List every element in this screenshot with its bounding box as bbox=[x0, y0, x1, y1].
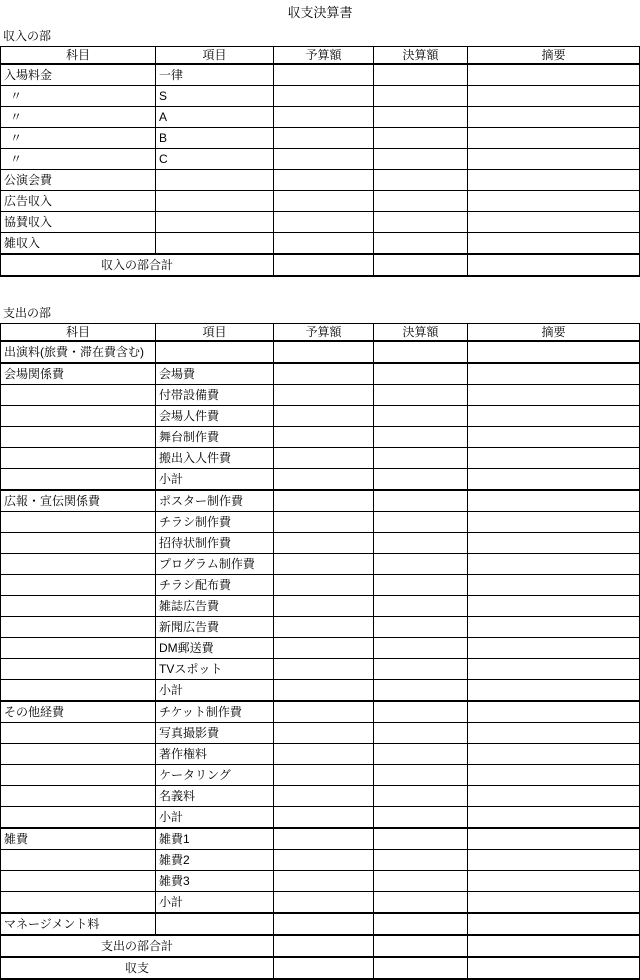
remarks-cell bbox=[468, 744, 640, 765]
kamoku-cell bbox=[1, 406, 156, 427]
settlement-cell bbox=[374, 850, 468, 871]
remarks-cell bbox=[468, 828, 640, 850]
settlement-cell bbox=[374, 786, 468, 807]
settlement-cell bbox=[374, 533, 468, 554]
budget-cell bbox=[274, 744, 374, 765]
table-row bbox=[1, 427, 640, 448]
header-koumoku: 項目 bbox=[156, 324, 274, 342]
section-total-row bbox=[1, 254, 640, 276]
kamoku-cell bbox=[1, 786, 156, 807]
budget-cell bbox=[274, 86, 374, 107]
koumoku-cell: A bbox=[156, 107, 274, 128]
koumoku-cell: 写真撮影費 bbox=[156, 723, 274, 744]
kamoku-cell: 雑費 bbox=[1, 828, 156, 850]
budget-cell bbox=[274, 170, 374, 191]
settlement-cell bbox=[374, 871, 468, 892]
income-section-label: 収入の部 bbox=[3, 29, 52, 43]
table-row bbox=[1, 744, 640, 765]
koumoku-cell bbox=[156, 341, 274, 363]
koumoku-cell: ポスター制作費 bbox=[156, 490, 274, 512]
koumoku-cell: 小計 bbox=[156, 680, 274, 702]
budget-cell bbox=[274, 659, 374, 680]
koumoku-cell: 雑費2 bbox=[156, 850, 274, 871]
kamoku-cell: 雑収入 bbox=[1, 233, 156, 255]
table-row bbox=[1, 892, 640, 914]
table-row bbox=[1, 871, 640, 892]
budget-cell bbox=[274, 701, 374, 723]
koumoku-cell bbox=[156, 212, 274, 233]
header-kamoku: 科目 bbox=[1, 47, 156, 65]
table-row bbox=[1, 233, 640, 255]
koumoku-cell: 一律 bbox=[156, 64, 274, 86]
table-row bbox=[1, 659, 640, 680]
settlement-cell bbox=[374, 617, 468, 638]
budget-cell bbox=[274, 533, 374, 554]
table-row bbox=[1, 385, 640, 406]
settlement-cell bbox=[374, 575, 468, 596]
kamoku-cell bbox=[1, 638, 156, 659]
settlement-cell bbox=[374, 107, 468, 128]
budget-cell bbox=[274, 149, 374, 170]
settlement-cell bbox=[374, 723, 468, 744]
budget-cell bbox=[274, 957, 374, 979]
table-row bbox=[1, 554, 640, 575]
kamoku-cell bbox=[1, 512, 156, 533]
table-row bbox=[1, 64, 640, 86]
budget-cell bbox=[274, 128, 374, 149]
income-table-header bbox=[1, 47, 640, 65]
kamoku-cell: 〃 bbox=[1, 107, 156, 128]
budget-cell bbox=[274, 385, 374, 406]
settlement-cell bbox=[374, 490, 468, 512]
budget-cell bbox=[274, 512, 374, 533]
table-row bbox=[1, 638, 640, 659]
table-row bbox=[1, 448, 640, 469]
header-settlement: 決算額 bbox=[374, 324, 468, 342]
remarks-cell bbox=[468, 596, 640, 617]
kamoku-cell: 出演料(旅費・滞在費含む) bbox=[1, 341, 156, 363]
remarks-cell bbox=[468, 913, 640, 935]
kamoku-cell bbox=[1, 807, 156, 829]
remarks-cell bbox=[468, 765, 640, 786]
remarks-cell bbox=[468, 385, 640, 406]
settlement-cell bbox=[374, 427, 468, 448]
remarks-cell bbox=[468, 575, 640, 596]
header-settlement: 決算額 bbox=[374, 47, 468, 65]
remarks-cell bbox=[468, 533, 640, 554]
budget-cell bbox=[274, 596, 374, 617]
settlement-cell bbox=[374, 935, 468, 957]
koumoku-cell: 小計 bbox=[156, 807, 274, 829]
table-row bbox=[1, 212, 640, 233]
settlement-cell bbox=[374, 170, 468, 191]
settlement-cell bbox=[374, 149, 468, 170]
settlement-cell bbox=[374, 596, 468, 617]
kamoku-cell: 会場関係費 bbox=[1, 363, 156, 385]
kamoku-cell bbox=[1, 596, 156, 617]
remarks-cell bbox=[468, 233, 640, 255]
table-row bbox=[1, 850, 640, 871]
settlement-cell bbox=[374, 765, 468, 786]
koumoku-cell: チケット制作費 bbox=[156, 701, 274, 723]
budget-cell bbox=[274, 871, 374, 892]
table-row bbox=[1, 575, 640, 596]
table-row bbox=[1, 170, 640, 191]
settlement-cell bbox=[374, 638, 468, 659]
budget-cell bbox=[274, 212, 374, 233]
budget-cell bbox=[274, 935, 374, 957]
koumoku-cell: 名義料 bbox=[156, 786, 274, 807]
koumoku-cell: 著作権料 bbox=[156, 744, 274, 765]
kamoku-cell bbox=[1, 850, 156, 871]
remarks-cell bbox=[468, 554, 640, 575]
budget-cell bbox=[274, 191, 374, 212]
koumoku-cell: 招待状制作費 bbox=[156, 533, 274, 554]
header-budget: 予算額 bbox=[274, 324, 374, 342]
table-row bbox=[1, 107, 640, 128]
remarks-cell bbox=[468, 786, 640, 807]
kamoku-cell bbox=[1, 744, 156, 765]
settlement-cell bbox=[374, 469, 468, 491]
budget-cell bbox=[274, 341, 374, 363]
settlement-cell bbox=[374, 64, 468, 86]
koumoku-cell: チラシ配布費 bbox=[156, 575, 274, 596]
table-row bbox=[1, 341, 640, 363]
koumoku-cell: 雑費1 bbox=[156, 828, 274, 850]
remarks-cell bbox=[468, 170, 640, 191]
remarks-cell bbox=[468, 512, 640, 533]
table-row bbox=[1, 128, 640, 149]
settlement-cell bbox=[374, 385, 468, 406]
budget-cell bbox=[274, 850, 374, 871]
budget-cell bbox=[274, 807, 374, 829]
koumoku-cell: S bbox=[156, 86, 274, 107]
kamoku-cell: マネージメント料 bbox=[1, 913, 156, 935]
header-koumoku: 項目 bbox=[156, 47, 274, 65]
kamoku-cell: 公演会費 bbox=[1, 170, 156, 191]
budget-cell bbox=[274, 617, 374, 638]
kamoku-cell: 〃 bbox=[1, 149, 156, 170]
remarks-cell bbox=[468, 638, 640, 659]
koumoku-cell: TVスポット bbox=[156, 659, 274, 680]
remarks-cell bbox=[468, 659, 640, 680]
koumoku-cell: チラシ制作費 bbox=[156, 512, 274, 533]
remarks-cell bbox=[468, 807, 640, 829]
settlement-cell bbox=[374, 233, 468, 255]
remarks-cell bbox=[468, 680, 640, 702]
expense-table-header bbox=[1, 324, 640, 342]
remarks-cell bbox=[468, 191, 640, 212]
koumoku-cell: 雑誌広告費 bbox=[156, 596, 274, 617]
kamoku-cell bbox=[1, 575, 156, 596]
expense-section-label: 支出の部 bbox=[3, 306, 52, 320]
koumoku-cell: C bbox=[156, 149, 274, 170]
header-row bbox=[1, 324, 640, 342]
budget-cell bbox=[274, 469, 374, 491]
remarks-cell bbox=[468, 935, 640, 957]
kamoku-cell bbox=[1, 448, 156, 469]
settlement-cell bbox=[374, 554, 468, 575]
budget-cell bbox=[274, 107, 374, 128]
header-remarks: 摘要 bbox=[468, 324, 640, 342]
remarks-cell bbox=[468, 406, 640, 427]
kamoku-cell: 広報・宣伝関係費 bbox=[1, 490, 156, 512]
kamoku-cell bbox=[1, 892, 156, 914]
kamoku-cell bbox=[1, 723, 156, 744]
koumoku-cell: 搬出入人件費 bbox=[156, 448, 274, 469]
section-total-row bbox=[1, 935, 640, 957]
settlement-cell bbox=[374, 128, 468, 149]
budget-cell bbox=[274, 786, 374, 807]
remarks-cell bbox=[468, 254, 640, 276]
kamoku-cell: 入場料金 bbox=[1, 64, 156, 86]
header-budget: 予算額 bbox=[274, 47, 374, 65]
income-section bbox=[0, 29, 640, 277]
remarks-cell bbox=[468, 427, 640, 448]
budget-cell bbox=[274, 363, 374, 385]
remarks-cell bbox=[468, 871, 640, 892]
budget-cell bbox=[274, 913, 374, 935]
budget-cell bbox=[274, 64, 374, 86]
remarks-cell bbox=[468, 149, 640, 170]
kamoku-cell bbox=[1, 680, 156, 702]
koumoku-cell bbox=[156, 913, 274, 935]
remarks-cell bbox=[468, 617, 640, 638]
kamoku-cell: その他経費 bbox=[1, 701, 156, 723]
kamoku-cell bbox=[1, 871, 156, 892]
koumoku-cell: 付帯設備費 bbox=[156, 385, 274, 406]
kamoku-cell bbox=[1, 659, 156, 680]
koumoku-cell bbox=[156, 191, 274, 212]
kamoku-cell: 広告収入 bbox=[1, 191, 156, 212]
settlement-cell bbox=[374, 191, 468, 212]
koumoku-cell bbox=[156, 233, 274, 255]
table-row bbox=[1, 617, 640, 638]
koumoku-cell: DM郵送費 bbox=[156, 638, 274, 659]
koumoku-cell: 新聞広告費 bbox=[156, 617, 274, 638]
table-row bbox=[1, 363, 640, 385]
settlement-cell bbox=[374, 744, 468, 765]
koumoku-cell: プログラム制作費 bbox=[156, 554, 274, 575]
remarks-cell bbox=[468, 957, 640, 979]
balance-row bbox=[1, 957, 640, 979]
budget-cell bbox=[274, 254, 374, 276]
koumoku-cell: 会場人件費 bbox=[156, 406, 274, 427]
remarks-cell bbox=[468, 64, 640, 86]
table-row bbox=[1, 191, 640, 212]
koumoku-cell: B bbox=[156, 128, 274, 149]
remarks-cell bbox=[468, 128, 640, 149]
kamoku-cell: 〃 bbox=[1, 86, 156, 107]
table-row bbox=[1, 596, 640, 617]
settlement-cell bbox=[374, 892, 468, 914]
koumoku-cell bbox=[156, 170, 274, 191]
remarks-cell bbox=[468, 723, 640, 744]
settlement-cell bbox=[374, 341, 468, 363]
remarks-cell bbox=[468, 212, 640, 233]
budget-cell bbox=[274, 233, 374, 255]
budget-cell bbox=[274, 892, 374, 914]
remarks-cell bbox=[468, 363, 640, 385]
settlement-cell bbox=[374, 957, 468, 979]
budget-cell bbox=[274, 828, 374, 850]
table-row bbox=[1, 533, 640, 554]
table-row bbox=[1, 723, 640, 744]
table-row bbox=[1, 701, 640, 723]
settlement-cell bbox=[374, 680, 468, 702]
settlement-cell bbox=[374, 828, 468, 850]
settlement-cell bbox=[374, 212, 468, 233]
expense-section bbox=[0, 306, 640, 980]
table-row bbox=[1, 149, 640, 170]
budget-cell bbox=[274, 575, 374, 596]
koumoku-cell: 舞台制作費 bbox=[156, 427, 274, 448]
koumoku-cell: ケータリング bbox=[156, 765, 274, 786]
settlement-cell bbox=[374, 363, 468, 385]
budget-cell bbox=[274, 723, 374, 744]
koumoku-cell: 会場費 bbox=[156, 363, 274, 385]
table-row bbox=[1, 680, 640, 702]
table-row bbox=[1, 469, 640, 491]
kamoku-cell bbox=[1, 385, 156, 406]
koumoku-cell: 小計 bbox=[156, 469, 274, 491]
koumoku-cell: 小計 bbox=[156, 892, 274, 914]
remarks-cell bbox=[468, 850, 640, 871]
budget-cell bbox=[274, 638, 374, 659]
remarks-cell bbox=[468, 490, 640, 512]
settlement-cell bbox=[374, 512, 468, 533]
table-row bbox=[1, 913, 640, 935]
budget-cell bbox=[274, 490, 374, 512]
settlement-cell bbox=[374, 86, 468, 107]
koumoku-cell: 雑費3 bbox=[156, 871, 274, 892]
kamoku-cell bbox=[1, 533, 156, 554]
table-row bbox=[1, 786, 640, 807]
remarks-cell bbox=[468, 107, 640, 128]
settlement-cell bbox=[374, 913, 468, 935]
balance-label: 収支 bbox=[1, 957, 274, 979]
table-row bbox=[1, 807, 640, 829]
settlement-cell bbox=[374, 406, 468, 427]
remarks-cell bbox=[468, 701, 640, 723]
table-row bbox=[1, 512, 640, 533]
budget-cell bbox=[274, 680, 374, 702]
budget-cell bbox=[274, 406, 374, 427]
kamoku-cell: 協賛収入 bbox=[1, 212, 156, 233]
header-kamoku: 科目 bbox=[1, 324, 156, 342]
total-label: 支出の部合計 bbox=[1, 935, 274, 957]
kamoku-cell bbox=[1, 554, 156, 575]
table-row bbox=[1, 765, 640, 786]
remarks-cell bbox=[468, 86, 640, 107]
budget-cell bbox=[274, 765, 374, 786]
budget-cell bbox=[274, 554, 374, 575]
settlement-cell bbox=[374, 254, 468, 276]
page-title: 収支決算書 bbox=[287, 5, 353, 20]
kamoku-cell bbox=[1, 469, 156, 491]
remarks-cell bbox=[468, 448, 640, 469]
remarks-cell bbox=[468, 469, 640, 491]
remarks-cell bbox=[468, 892, 640, 914]
table-row bbox=[1, 490, 640, 512]
expense-table bbox=[0, 323, 640, 980]
settlement-cell bbox=[374, 659, 468, 680]
budget-cell bbox=[274, 427, 374, 448]
header-row bbox=[1, 47, 640, 65]
table-row bbox=[1, 406, 640, 427]
budget-cell bbox=[274, 448, 374, 469]
settlement-cell bbox=[374, 448, 468, 469]
total-label: 収入の部合計 bbox=[1, 254, 274, 276]
table-row bbox=[1, 828, 640, 850]
kamoku-cell: 〃 bbox=[1, 128, 156, 149]
kamoku-cell bbox=[1, 617, 156, 638]
income-table bbox=[0, 46, 640, 277]
remarks-cell bbox=[468, 341, 640, 363]
settlement-cell bbox=[374, 701, 468, 723]
kamoku-cell bbox=[1, 427, 156, 448]
header-remarks: 摘要 bbox=[468, 47, 640, 65]
table-row bbox=[1, 86, 640, 107]
kamoku-cell bbox=[1, 765, 156, 786]
settlement-cell bbox=[374, 807, 468, 829]
